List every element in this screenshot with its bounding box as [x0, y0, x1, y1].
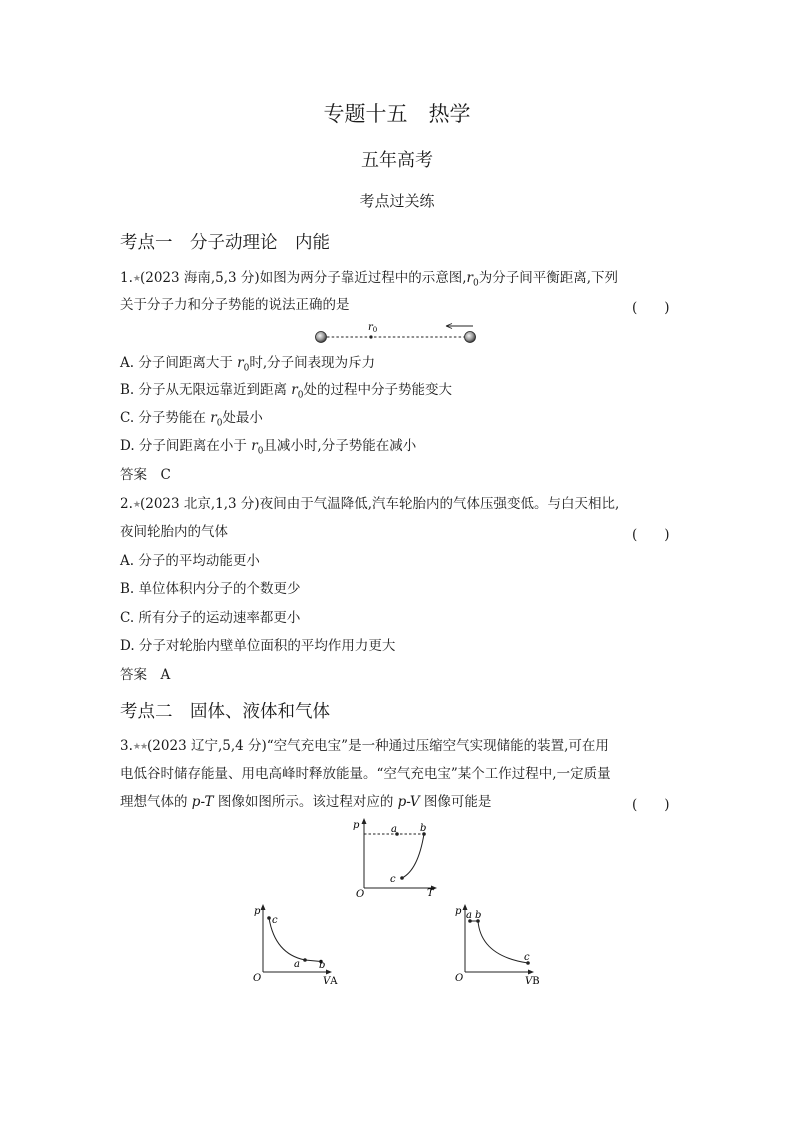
figure-r0-label: $r_0$ [368, 322, 378, 334]
left-molecule [316, 332, 327, 343]
q2-stem-line2: 夜间轮胎内的气体 [120, 524, 228, 540]
q3-stem-line3: 理想气体的 p-T 图像如图所示。该过程对应的 p-V 图像可能是 [120, 794, 492, 810]
label-b: b [319, 960, 326, 971]
q1-stem-tail: 为分子间平衡距离,下列 [478, 270, 618, 286]
axis-label-V-option-A: VA [323, 976, 338, 986]
difficulty-star-icon: ★ [132, 274, 140, 284]
q2-answer-bracket: ( ) [632, 527, 670, 543]
q2-number: 2. [120, 496, 133, 512]
q1-option-D: D. 分子间距离在小于 $r_0$且减小时,分子势能在减小 [120, 438, 417, 457]
axis-label-p: p [455, 906, 462, 917]
label-c: c [390, 874, 396, 885]
q2-option-B: B. 单位体积内分子的个数更少 [120, 581, 301, 597]
axis-label-T: T [427, 888, 434, 899]
q2-answer: 答案 A [120, 667, 171, 683]
q1-option-A: A. 分子间距离大于 $r_0$时,分子间表现为斥力 [120, 355, 376, 374]
y-axis-arrow-icon [261, 904, 266, 910]
q1-stem-line1 [120, 269, 618, 293]
point-a [303, 958, 307, 962]
q1-number: 1. [120, 270, 133, 286]
label-c: c [272, 915, 278, 926]
pt-graph [348, 815, 448, 899]
q2-stem-text: (2023 北京,1,3 分)夜间由于气温降低,汽车轮胎内的气体压强变低。与白天相比, [139, 496, 620, 512]
r0-symbol: r [466, 270, 473, 286]
label-a: a [294, 959, 300, 970]
process-curve [470, 921, 528, 963]
page-subtitle: 五年高考 [361, 150, 433, 171]
label-a: a [466, 910, 472, 921]
page-title: 专题十五 热学 [323, 102, 471, 126]
q3-stem-line2: 电低谷时储存能量、用电高峰时释放能量。“空气充电宝”某个工作过程中,一定质量 [120, 766, 611, 782]
axis-label-p: p [353, 820, 360, 831]
label-b: b [420, 823, 427, 834]
q3-answer-bracket: ( ) [632, 797, 670, 813]
section-heading-1: 考点一 分子动理论 内能 [120, 233, 330, 253]
q1-option-C: C. 分子势能在 $r_0$处最小 [120, 410, 263, 429]
axis-label-p: p [254, 906, 261, 917]
q1-stem-text: (2023 海南,5,3 分)如图为两分子靠近过程中的示意图, [139, 270, 467, 286]
section-heading-2: 考点二 固体、液体和气体 [120, 702, 330, 722]
origin-label: O [356, 889, 365, 899]
difficulty-star-icon: ★★ [132, 742, 148, 752]
q2-option-D: D. 分子对轮胎内壁单位面积的平均作用力更大 [120, 638, 396, 654]
q3-stem-text: (2023 辽宁,5,4 分)“空气充电宝”是一种通过压缩空气实现储能的装置,可在用 [147, 738, 609, 754]
q3-number: 3. [120, 738, 133, 754]
q2-option-A: A. 分子的平均动能更小 [120, 553, 260, 569]
x-axis-arrow-icon [528, 970, 534, 975]
q2-option-C: C. 所有分子的运动速率都更小 [120, 610, 301, 626]
process-curve [402, 834, 424, 878]
section-subtitle: 考点过关练 [359, 192, 435, 210]
r0-subscript: 0 [472, 278, 479, 289]
y-axis-arrow-icon [362, 818, 367, 824]
point-c [400, 876, 404, 880]
x-axis-arrow-icon [326, 970, 332, 975]
label-c: c [524, 952, 530, 963]
q1-stem-line2: 关于分子力和分子势能的说法正确的是 [120, 297, 350, 313]
axis-label-V-option-B: VB [525, 976, 540, 986]
origin-label: O [455, 973, 464, 984]
origin-label: O [253, 973, 262, 984]
q1-answer: 答案 C [120, 467, 171, 483]
q1-option-B: B. 分子从无限远靠近到距离 $r_0$处的过程中分子势能变大 [120, 382, 452, 401]
point-c [267, 916, 271, 920]
q1-answer-bracket: ( ) [632, 300, 670, 316]
difficulty-star-icon: ★ [132, 500, 140, 510]
label-b: b [475, 910, 482, 921]
q3-stem-line1 [120, 737, 609, 757]
r0-marker [369, 335, 372, 338]
q2-stem-line1 [120, 495, 619, 515]
pv-graph-option-B [450, 900, 550, 986]
right-molecule [465, 332, 476, 343]
label-a: a [391, 824, 397, 835]
pv-graph-option-A [248, 900, 348, 986]
molecule-diagram [310, 318, 485, 348]
